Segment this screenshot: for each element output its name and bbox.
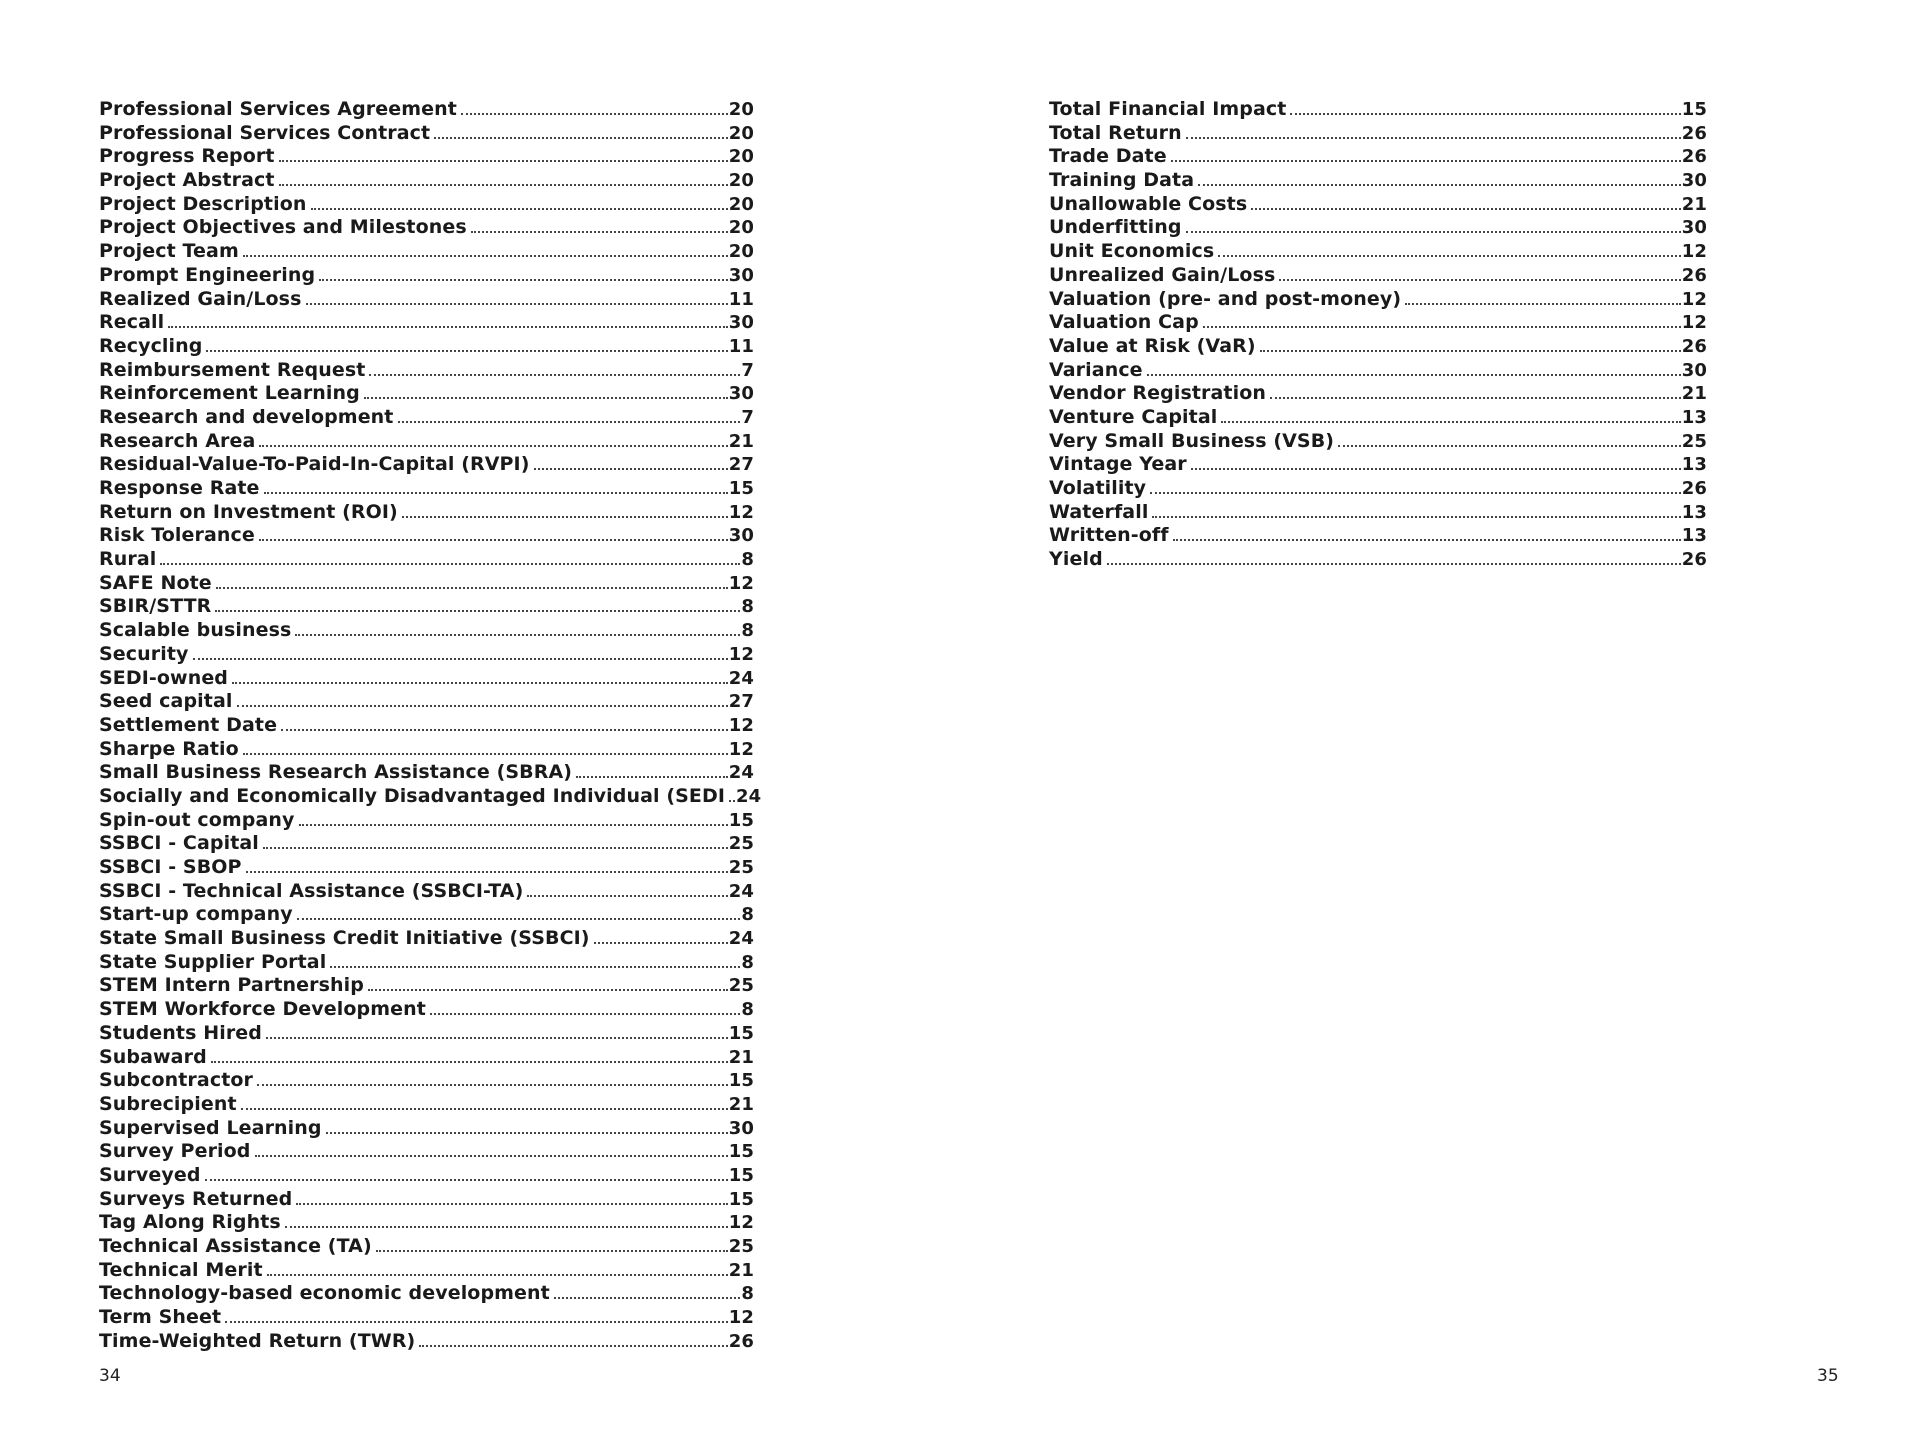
index-entry	[1049, 406, 1707, 430]
index-entry	[99, 1117, 754, 1141]
index-page-ref: 12	[1681, 288, 1707, 310]
dot-leader	[1171, 160, 1681, 162]
index-term: Sharpe Ratio	[99, 737, 239, 760]
right-page	[960, 0, 1920, 1450]
dot-leader	[1147, 374, 1681, 376]
index-term: Subaward	[99, 1045, 207, 1068]
index-entry	[99, 98, 754, 122]
dot-leader	[1279, 279, 1680, 281]
index-page-ref: 20	[728, 217, 754, 239]
index-entry	[99, 145, 754, 169]
index-entry	[99, 784, 762, 809]
index-term: Technical Assistance (TA)	[99, 1235, 372, 1257]
index-page-ref: 26	[1681, 264, 1707, 286]
index-page-ref: 12	[728, 1307, 754, 1329]
dot-leader	[299, 824, 728, 826]
index-page-ref: 26	[1681, 335, 1707, 357]
dot-leader	[211, 1061, 728, 1063]
index-entry	[99, 998, 754, 1022]
dot-leader	[311, 208, 728, 210]
index-entry	[99, 524, 754, 548]
dot-leader	[330, 966, 740, 968]
index-term: State Small Business Credit Initiative (SSBCI)	[99, 927, 590, 950]
index-term: Spin-out company	[99, 808, 295, 831]
index-page-ref: 8	[741, 620, 754, 642]
dot-leader	[576, 776, 728, 778]
index-term: SEDI-owned	[99, 666, 229, 689]
index-entry	[99, 1022, 754, 1046]
dot-leader	[1260, 350, 1681, 352]
index-term: Unit Economics	[1049, 240, 1215, 263]
index-entry	[99, 880, 754, 904]
index-entry	[99, 1211, 754, 1235]
index-page-ref: 8	[741, 596, 754, 618]
dot-leader	[160, 563, 740, 565]
index-list-left	[99, 98, 762, 1353]
index-page-ref: 26	[1681, 122, 1707, 144]
index-entry	[99, 903, 754, 927]
page-number-right: 35	[1817, 1366, 1839, 1386]
dot-leader	[263, 847, 728, 849]
index-term: Vendor Registration	[1049, 382, 1267, 405]
dot-leader	[534, 468, 728, 470]
index-entry	[99, 1235, 754, 1259]
index-page-ref: 8	[741, 951, 754, 973]
index-term: Volatility	[1049, 477, 1147, 499]
index-term: STEM Workforce Development	[99, 998, 426, 1021]
index-entry	[99, 832, 754, 856]
index-term: Residual-Value-To-Paid-In-Capital (RVPI)	[99, 453, 530, 476]
index-page-ref: 30	[728, 312, 754, 334]
index-entry	[99, 643, 754, 667]
index-page-ref: 15	[728, 1188, 754, 1210]
index-term: Training Data	[1049, 169, 1195, 192]
page-number-left: 34	[99, 1366, 121, 1386]
index-page-ref: 26	[1681, 549, 1707, 571]
index-page-ref: 20	[728, 146, 754, 168]
index-entry	[99, 477, 754, 501]
dot-leader	[259, 539, 728, 541]
index-entry	[99, 1046, 754, 1070]
dot-leader	[1191, 468, 1681, 470]
index-page-ref: 27	[728, 691, 754, 713]
index-page-ref: 24	[728, 928, 754, 950]
index-entry	[1049, 430, 1707, 454]
index-entry	[1049, 216, 1707, 240]
index-entry	[99, 1164, 754, 1188]
dot-leader	[206, 350, 727, 352]
index-entry	[99, 406, 754, 430]
index-entry	[1049, 145, 1707, 169]
dot-leader	[1338, 445, 1681, 447]
index-page-ref: 26	[728, 1330, 754, 1352]
index-term: Written-off	[1049, 524, 1169, 547]
dot-leader	[241, 1108, 728, 1110]
index-page-ref: 24	[728, 667, 754, 689]
dot-leader	[319, 279, 728, 281]
index-entry	[99, 430, 754, 454]
index-entry	[1049, 193, 1707, 217]
index-page-ref: 11	[728, 335, 754, 357]
dot-leader	[237, 705, 728, 707]
index-page-ref: 8	[741, 1283, 754, 1305]
index-term: Vintage Year	[1049, 453, 1187, 476]
dot-leader	[257, 1084, 728, 1086]
dot-leader	[1270, 397, 1681, 399]
index-term: Unallowable Costs	[1049, 192, 1248, 215]
index-page-ref: 26	[1681, 146, 1707, 168]
index-term: Subcontractor	[99, 1069, 253, 1092]
index-entry	[1049, 548, 1707, 572]
dot-leader	[527, 895, 727, 897]
index-term: Students Hired	[99, 1021, 262, 1044]
index-term: SAFE Note	[99, 571, 212, 594]
dot-leader	[398, 421, 741, 423]
index-page-ref: 24	[728, 880, 754, 902]
index-entry	[99, 1259, 754, 1283]
dot-leader	[266, 1037, 728, 1039]
index-term: Reimbursement Request	[99, 358, 366, 381]
index-entry	[99, 335, 754, 359]
index-page-ref: 8	[741, 549, 754, 571]
dot-leader	[215, 610, 740, 612]
index-term: Realized Gain/Loss	[99, 287, 302, 310]
index-entry	[99, 501, 754, 525]
index-entry	[99, 193, 754, 217]
index-term: Risk Tolerance	[99, 524, 255, 547]
index-page-ref: 13	[1681, 454, 1707, 476]
index-page-ref: 12	[728, 1212, 754, 1234]
dot-leader	[376, 1250, 728, 1252]
index-term: Time-Weighted Return (TWR)	[99, 1329, 416, 1352]
index-page-ref: 30	[728, 264, 754, 286]
index-term: Underfitting	[1049, 216, 1182, 239]
index-term: Total Return	[1049, 121, 1182, 144]
dot-leader	[264, 492, 728, 494]
dot-leader	[1198, 184, 1681, 186]
dot-leader	[471, 231, 728, 233]
index-term: Research and development	[99, 405, 394, 428]
index-page-ref: 13	[1681, 406, 1707, 428]
index-page-ref: 30	[1681, 217, 1707, 239]
index-entry	[1049, 382, 1707, 406]
index-page-ref: 20	[728, 241, 754, 263]
index-page-ref: 15	[728, 809, 754, 831]
index-page-ref: 25	[1681, 430, 1707, 452]
index-term: Response Rate	[99, 477, 260, 499]
index-term: Unrealized Gain/Loss	[1049, 263, 1276, 286]
dot-leader	[1186, 137, 1681, 139]
index-entry	[99, 667, 754, 691]
dot-leader	[243, 255, 728, 257]
index-term: SSBCI - SBOP	[99, 856, 242, 878]
index-term: SSBCI - Capital	[99, 832, 259, 855]
index-term: Socially and Economically Disadvantaged Individual (SEDI	[99, 784, 726, 807]
index-term: Recall	[99, 311, 165, 334]
index-list-right	[1049, 98, 1707, 572]
dot-leader	[295, 634, 740, 636]
index-term: Surveys Returned	[99, 1187, 293, 1210]
index-entry	[99, 619, 754, 643]
index-entry	[99, 738, 754, 762]
index-entry	[99, 453, 754, 477]
index-entry	[99, 974, 754, 998]
dot-leader	[193, 658, 728, 660]
index-entry	[1049, 264, 1707, 288]
dot-leader	[246, 871, 728, 873]
dot-leader	[430, 1013, 740, 1015]
index-entry	[99, 809, 754, 833]
index-page-ref: 12	[728, 501, 754, 523]
dot-leader	[1290, 113, 1680, 115]
index-term: Tag Along Rights	[99, 1211, 281, 1234]
index-term: Professional Services Agreement	[99, 98, 457, 120]
dot-leader	[216, 587, 728, 589]
index-term: Value at Risk (VaR)	[1049, 334, 1256, 357]
index-entry	[1049, 122, 1707, 146]
index-term: Very Small Business (VSB)	[1049, 429, 1335, 452]
index-page-ref: 27	[728, 454, 754, 476]
index-term: Start-up company	[99, 903, 293, 926]
index-page-ref: 20	[728, 122, 754, 144]
dot-leader	[285, 1226, 728, 1228]
index-page-ref: 30	[728, 525, 754, 547]
index-term: SSBCI - Technical Assistance (SSBCI-TA)	[99, 879, 524, 902]
index-entry	[99, 1330, 754, 1354]
dot-leader	[364, 397, 728, 399]
index-term: SBIR/STTR	[99, 595, 212, 618]
index-term: Progress Report	[99, 145, 275, 168]
index-entry	[99, 951, 754, 975]
dot-leader	[281, 729, 728, 731]
index-page-ref: 7	[741, 406, 754, 428]
index-page-ref: 20	[728, 170, 754, 192]
dot-leader	[225, 1321, 728, 1323]
index-entry	[99, 288, 754, 312]
index-entry	[1049, 98, 1707, 122]
index-page-ref: 12	[1681, 312, 1707, 334]
dot-leader	[1405, 303, 1681, 305]
index-page-ref: 12	[728, 643, 754, 665]
index-term: Valuation Cap	[1049, 311, 1199, 334]
dot-leader	[594, 942, 728, 944]
index-page-ref: 15	[728, 1164, 754, 1186]
dot-leader	[1152, 516, 1680, 518]
index-entry	[1049, 335, 1707, 359]
index-term: Yield	[1049, 548, 1103, 571]
index-term: Project Description	[99, 192, 307, 215]
index-term: Variance	[1049, 358, 1143, 381]
dot-leader	[297, 918, 741, 920]
dot-leader	[205, 1179, 728, 1181]
index-entry	[99, 856, 754, 880]
dot-leader	[259, 445, 727, 447]
index-page-ref: 12	[728, 572, 754, 594]
dot-leader	[461, 113, 728, 115]
index-entry	[99, 1093, 754, 1117]
index-page-ref: 21	[1681, 193, 1707, 215]
index-page-ref: 24	[736, 785, 762, 807]
index-entry	[99, 1069, 754, 1093]
index-page-ref: 21	[728, 1259, 754, 1281]
index-term: Reinforcement Learning	[99, 382, 360, 405]
index-entry	[99, 359, 754, 383]
dot-leader	[267, 1274, 728, 1276]
index-term: Seed capital	[99, 690, 233, 713]
index-page-ref: 21	[728, 1093, 754, 1115]
index-page-ref: 21	[728, 430, 754, 452]
index-entry	[99, 927, 754, 951]
dot-leader	[554, 1297, 741, 1299]
index-entry	[99, 548, 754, 572]
index-page-ref: 15	[728, 1141, 754, 1163]
index-term: Prompt Engineering	[99, 263, 316, 286]
dot-leader	[255, 1155, 728, 1157]
index-page-ref: 8	[741, 904, 754, 926]
index-page-ref: 25	[728, 833, 754, 855]
index-page-ref: 25	[728, 857, 754, 878]
index-page-ref: 15	[728, 1022, 754, 1044]
index-page-ref: 20	[728, 99, 754, 120]
index-entry	[99, 714, 754, 738]
index-page-ref: 26	[1681, 478, 1707, 499]
index-term: State Supplier Portal	[99, 950, 327, 973]
index-term: Settlement Date	[99, 713, 278, 736]
dot-leader	[1173, 539, 1681, 541]
index-page-ref: 7	[741, 359, 754, 381]
dot-leader	[434, 137, 728, 139]
index-page-ref: 8	[741, 999, 754, 1021]
index-page-ref: 24	[728, 762, 754, 784]
index-entry	[99, 690, 754, 714]
index-term: Small Business Research Assistance (SBRA)	[99, 761, 573, 784]
index-term: Security	[99, 642, 189, 665]
index-term: Professional Services Contract	[99, 121, 431, 144]
dot-leader	[168, 326, 728, 328]
index-page-ref: 30	[728, 1117, 754, 1139]
index-term: Project Team	[99, 240, 239, 263]
index-entry	[99, 761, 754, 785]
index-entry	[99, 572, 754, 596]
index-page-ref: 30	[1681, 170, 1707, 192]
index-page-ref: 15	[728, 1070, 754, 1092]
dot-leader	[326, 1132, 728, 1134]
index-term: Technical Merit	[99, 1258, 263, 1281]
index-term: Term Sheet	[99, 1306, 222, 1329]
dot-leader	[1218, 255, 1680, 257]
index-entry	[99, 1140, 754, 1164]
index-term: Project Abstract	[99, 169, 275, 192]
index-page-ref: 21	[1681, 383, 1707, 405]
index-entry	[99, 240, 754, 264]
index-page-ref: 25	[728, 975, 754, 997]
index-term: Valuation (pre- and post-money)	[1049, 287, 1402, 310]
index-page-ref: 15	[1681, 99, 1707, 120]
index-term: Trade Date	[1049, 145, 1167, 168]
index-term: Supervised Learning	[99, 1116, 322, 1139]
dot-leader	[279, 160, 728, 162]
index-entry	[99, 264, 754, 288]
index-term: Technology-based economic development	[99, 1282, 550, 1305]
index-term: Return on Investment (ROI)	[99, 500, 398, 523]
index-page-ref: 20	[728, 193, 754, 215]
index-entry	[99, 169, 754, 193]
index-entry	[99, 1188, 754, 1212]
index-page-ref: 13	[1681, 525, 1707, 547]
index-entry	[99, 1306, 754, 1330]
dot-leader	[1186, 231, 1681, 233]
dot-leader	[1150, 492, 1681, 494]
index-page-ref: 12	[728, 738, 754, 760]
index-term: Survey Period	[99, 1140, 251, 1163]
index-entry	[1049, 453, 1707, 477]
index-entry	[99, 216, 754, 240]
index-entry	[99, 382, 754, 406]
dot-leader	[1251, 208, 1681, 210]
index-entry	[1049, 524, 1707, 548]
dot-leader	[368, 989, 728, 991]
index-entry	[99, 122, 754, 146]
dot-leader	[1221, 421, 1680, 423]
dot-leader	[369, 374, 740, 376]
index-entry	[99, 595, 754, 619]
dot-leader	[419, 1345, 727, 1347]
dot-leader	[296, 1203, 727, 1205]
index-page-ref: 12	[1681, 241, 1707, 263]
index-page-ref: 30	[1681, 359, 1707, 381]
dot-leader	[1107, 563, 1681, 565]
index-page-ref: 13	[1681, 501, 1707, 523]
index-term: Waterfall	[1049, 500, 1149, 523]
index-entry	[1049, 169, 1707, 193]
index-entry	[1049, 240, 1707, 264]
index-page-ref: 30	[728, 383, 754, 405]
index-entry	[1049, 477, 1707, 501]
dot-leader	[279, 184, 728, 186]
index-term: Subrecipient	[99, 1092, 237, 1115]
dot-leader	[243, 753, 728, 755]
index-term: Project Objectives and Milestones	[99, 216, 467, 239]
dot-leader	[402, 516, 728, 518]
dot-leader	[306, 303, 728, 305]
index-entry	[1049, 501, 1707, 525]
index-term: Total Financial Impact	[1049, 98, 1287, 120]
dot-leader	[232, 682, 728, 684]
index-term: STEM Intern Partnership	[99, 974, 364, 997]
index-term: Venture Capital	[1049, 405, 1218, 428]
index-page-ref: 21	[728, 1046, 754, 1068]
index-entry	[99, 311, 754, 335]
index-term: Surveyed	[99, 1163, 201, 1186]
index-page-ref: 25	[728, 1236, 754, 1257]
index-entry	[1049, 359, 1707, 383]
index-entry	[1049, 311, 1707, 335]
dot-leader	[1203, 326, 1681, 328]
index-entry	[1049, 288, 1707, 312]
index-entry	[99, 1282, 754, 1306]
index-page-ref: 11	[728, 288, 754, 310]
index-term: Scalable business	[99, 619, 292, 642]
index-term: Recycling	[99, 334, 203, 357]
index-term: Research Area	[99, 429, 256, 452]
index-page-ref: 12	[728, 714, 754, 736]
index-page-ref: 15	[728, 478, 754, 499]
index-term: Rural	[99, 548, 157, 571]
